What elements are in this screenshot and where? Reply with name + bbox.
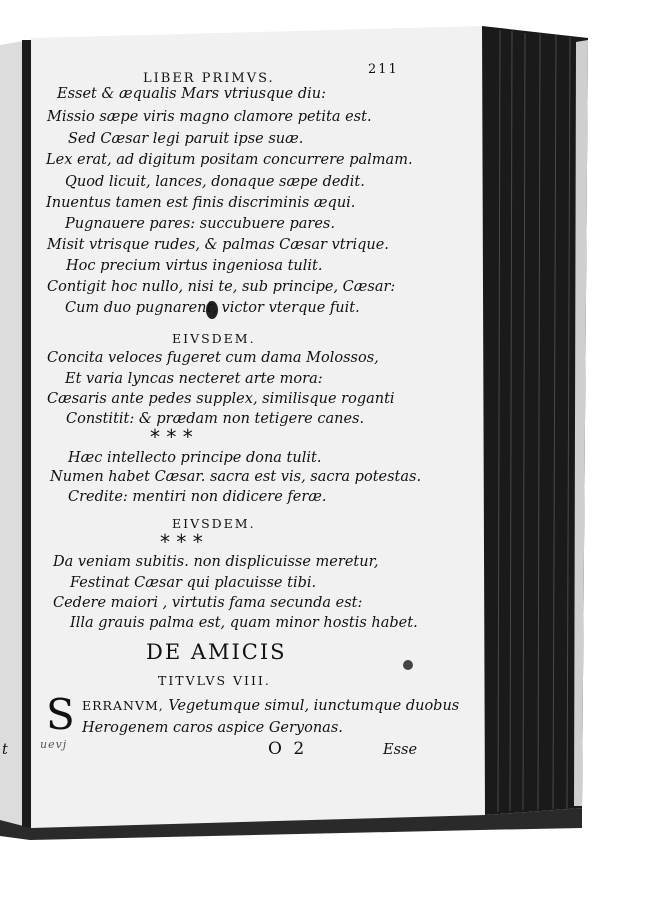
verse-line: Quod licuit, lances, donaque sæpe dedit. [65,174,365,190]
asterism: * * * [160,530,203,554]
section-heading: EIVSDEM. [172,331,256,346]
verse-rest: Vegetumque simul, iunctumque duobus [163,698,460,714]
left-page-bottom-text: uevj [40,738,68,751]
titulus-heading: TITVLVS VIII. [158,673,271,688]
verse-line: Cedere maiori , virtutis fama secunda est: [53,595,363,611]
verse-line: Illa grauis palma est, quam minor hostis habet. [70,615,418,631]
verse-line: Herogenem caros aspice Geryonas. [82,720,343,736]
drop-cap: S [46,690,75,739]
verse-line: Et varia lyncas necteret arte mora: [65,371,323,387]
left-page-edge [22,40,31,830]
verse-line: Constitit: & prædam non tetigere canes. [66,411,365,427]
running-title: LIBER PRIMVS. [143,71,275,86]
catchword: Esse [383,742,418,758]
verse-line: Missio sæpe viris magno clamore petita est. [47,109,372,125]
verse-line: Hæc intellecto principe dona tulit. [68,450,322,466]
verse-line: Sed Cæsar legi paruit ipse suæ. [68,131,304,147]
verse-line: Cum duo pugnarent, victor vterque fuit. [65,300,360,316]
verse-line: Lex erat, ad digitum positam concurrere palmam. [46,152,413,168]
page-number: 211 [368,62,399,77]
verse-line: Hoc precium virtus ingeniosa tulit. [66,258,323,274]
verse-line: Misit vtrisque rudes, & palmas Cæsar vtrique. [47,237,389,253]
verse-smallcaps: ERRANVM, [82,698,164,713]
verse-line: Concita veloces fugeret cum dama Molossos, [47,350,379,366]
verse-line: Pugnauere pares: succubuere pares. [65,216,335,232]
left-page-fragment: t [2,742,8,758]
verse-line-first [82,697,459,715]
verse-line: Contigit hoc nullo, nisi te, sub principe, Cæsar: [47,279,396,295]
verse-line: Numen habet Cæsar. sacra est vis, sacra potestas. [50,469,422,485]
asterism: * * * [150,425,193,449]
ink-blot-small [403,660,413,670]
verse-line: Cæsaris ante pedes supplex, similisque roganti [47,391,395,407]
chapter-title: DE AMICIS [146,640,287,664]
signature-mark: O 2 [268,739,308,759]
verse-line: Esset & æqualis Mars vtriusque diu: [57,86,327,102]
verse-line: Da veniam subitis. non displicuisse meretur, [53,554,379,570]
verse-line: Festinat Cæsar qui placuisse tibi. [70,575,317,591]
section-heading: EIVSDEM. [172,516,256,531]
verse-line: Credite: mentiri non didicere feræ. [68,489,327,505]
verse-line: Inuentus tamen est finis discriminis æqui. [46,195,356,211]
